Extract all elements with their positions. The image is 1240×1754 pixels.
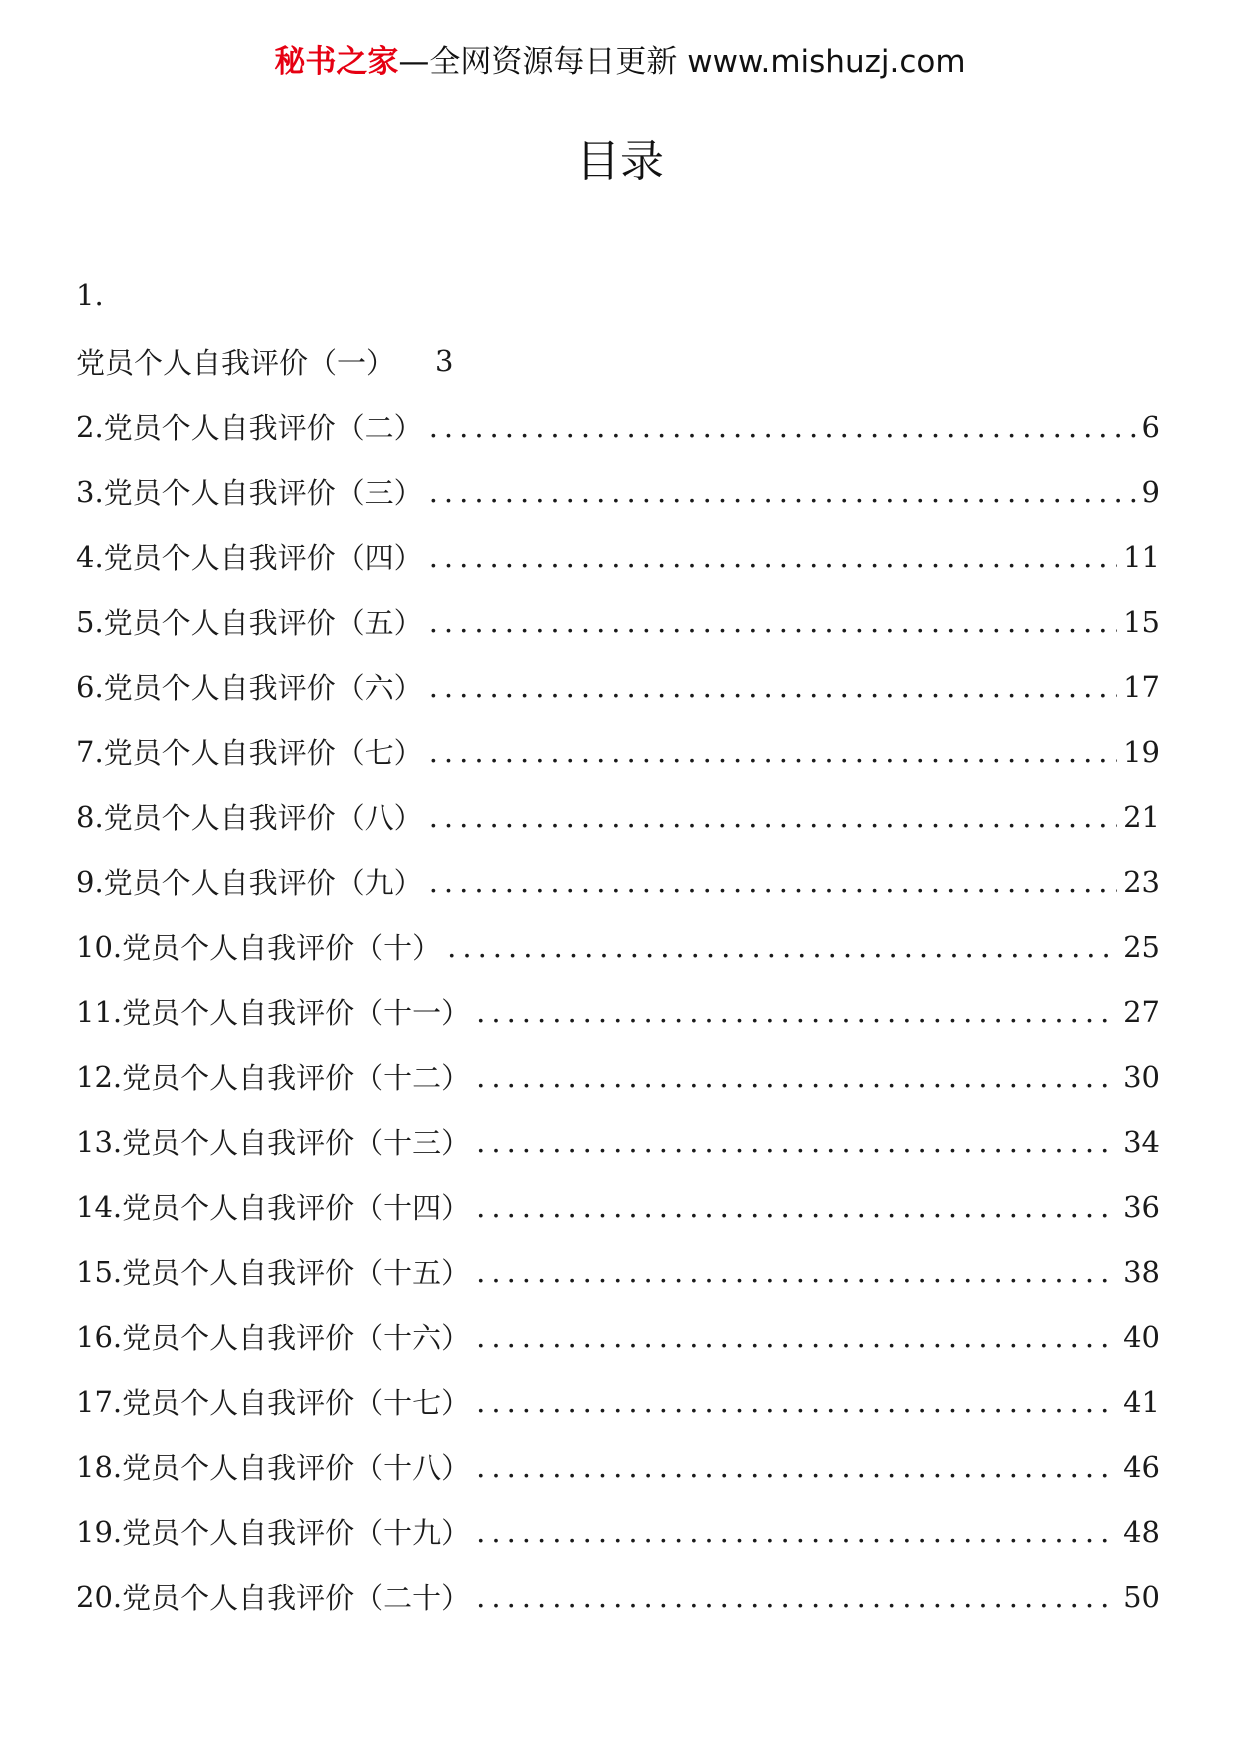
header-tagline: —全网资源每日更新 www.mishuzj.com <box>398 44 966 80</box>
toc-entry-list <box>76 394 1160 1629</box>
toc-entry-page: 50 <box>1123 1579 1160 1614</box>
toc-entry-title: 党员个人自我评价（十四） <box>122 1191 471 1225</box>
dot-leader <box>476 1125 1117 1159</box>
toc-entry-number: 1. <box>76 278 104 312</box>
toc-entry[interactable] <box>76 719 1160 784</box>
toc-entry-page: 34 <box>1123 1124 1160 1159</box>
toc-entry-title: 党员个人自我评价（十） <box>122 931 442 965</box>
toc-entry-title: 党员个人自我评价（五） <box>103 606 423 640</box>
toc-entry-number: 8. <box>76 799 104 834</box>
dot-leader <box>429 410 1136 444</box>
toc-entry-title: 党员个人自我评价（十三） <box>122 1126 471 1160</box>
toc-entry-number: 14. <box>76 1189 123 1224</box>
toc-entry-page: 30 <box>1123 1059 1160 1094</box>
table-of-contents <box>76 262 1160 1629</box>
toc-entry[interactable] <box>76 524 1160 589</box>
toc-entry-number: 6. <box>76 669 104 704</box>
toc-entry-number: 11. <box>76 994 123 1029</box>
dot-leader <box>447 930 1117 964</box>
dot-leader <box>476 1255 1117 1289</box>
toc-entry-number: 3. <box>76 474 104 509</box>
toc-entry[interactable] <box>76 1239 1160 1304</box>
toc-entry-page: 6 <box>1141 409 1160 444</box>
toc-entry-number: 13. <box>76 1124 123 1159</box>
toc-entry-number: 9. <box>76 864 104 899</box>
toc-entry-page: 9 <box>1141 474 1160 509</box>
dot-leader <box>476 995 1117 1029</box>
toc-entry-title: 党员个人自我评价（二） <box>103 411 423 445</box>
toc-entry-page: 19 <box>1123 734 1160 769</box>
toc-entry[interactable] <box>76 1174 1160 1239</box>
toc-entry-page: 27 <box>1123 994 1160 1029</box>
toc-entry-page: 21 <box>1123 799 1160 834</box>
toc-entry-number: 19. <box>76 1514 123 1549</box>
toc-entry[interactable] <box>76 654 1160 719</box>
toc-entry-title: 党员个人自我评价（六） <box>103 671 423 705</box>
toc-entry[interactable] <box>76 394 1160 459</box>
toc-entry[interactable] <box>76 1369 1160 1434</box>
toc-entry[interactable] <box>76 1044 1160 1109</box>
toc-entry-number: 15. <box>76 1254 123 1289</box>
toc-entry[interactable] <box>76 979 1160 1044</box>
toc-entry[interactable] <box>76 849 1160 914</box>
toc-entry[interactable] <box>76 1499 1160 1564</box>
toc-entry-page: 38 <box>1123 1254 1160 1289</box>
dot-leader <box>429 605 1117 639</box>
toc-entry-page: 23 <box>1123 864 1160 899</box>
toc-entry-number: 20. <box>76 1579 123 1614</box>
toc-entry-title: 党员个人自我评价（十七） <box>122 1386 471 1420</box>
toc-entry-number: 5. <box>76 604 104 639</box>
toc-entry-number: 4. <box>76 539 104 574</box>
toc-entry-1-title-line[interactable] <box>76 328 1160 394</box>
toc-entry[interactable] <box>76 589 1160 654</box>
brand-name: 秘书之家 <box>274 44 399 80</box>
toc-entry-page: 40 <box>1123 1319 1160 1354</box>
toc-entry-title: 党员个人自我评价（一） <box>76 345 396 380</box>
toc-entry-page: 11 <box>1123 539 1160 574</box>
toc-entry-title: 党员个人自我评价（十六） <box>122 1321 471 1355</box>
dot-leader <box>429 540 1117 574</box>
toc-entry[interactable] <box>76 784 1160 849</box>
toc-entry-page: 25 <box>1123 929 1160 964</box>
toc-entry-title: 党员个人自我评价（十八） <box>122 1451 471 1485</box>
toc-entry-title: 党员个人自我评价（十九） <box>122 1516 471 1550</box>
toc-entry-title: 党员个人自我评价（十二） <box>122 1061 471 1095</box>
toc-entry[interactable] <box>76 1304 1160 1369</box>
toc-entry[interactable] <box>76 1109 1160 1174</box>
dot-leader <box>476 1580 1117 1614</box>
site-header <box>0 40 1240 84</box>
toc-entry-title: 党员个人自我评价（四） <box>103 541 423 575</box>
toc-entry-title: 党员个人自我评价（二十） <box>122 1581 471 1615</box>
toc-entry[interactable] <box>76 1434 1160 1499</box>
toc-entry-number: 10. <box>76 929 123 964</box>
dot-leader <box>429 800 1117 834</box>
toc-entry[interactable] <box>76 1564 1160 1629</box>
dot-leader <box>429 865 1117 899</box>
toc-entry-title: 党员个人自我评价（九） <box>103 866 423 900</box>
toc-entry-1-number-line[interactable] <box>76 262 1160 328</box>
toc-entry-page: 36 <box>1123 1189 1160 1224</box>
toc-entry-number: 16. <box>76 1319 123 1354</box>
toc-entry-page: 41 <box>1123 1384 1160 1419</box>
dot-leader <box>476 1060 1117 1094</box>
dot-leader <box>476 1450 1117 1484</box>
toc-entry-title: 党员个人自我评价（十一） <box>122 996 471 1030</box>
toc-entry-page: 48 <box>1123 1514 1160 1549</box>
toc-entry-number: 17. <box>76 1384 123 1419</box>
toc-entry-page: 46 <box>1123 1449 1160 1484</box>
dot-leader <box>476 1515 1117 1549</box>
toc-entry-title: 党员个人自我评价（八） <box>103 801 423 835</box>
toc-entry-number: 18. <box>76 1449 123 1484</box>
toc-entry-title: 党员个人自我评价（三） <box>103 476 423 510</box>
dot-leader <box>476 1190 1117 1224</box>
toc-entry-number: 7. <box>76 734 104 769</box>
toc-entry-title: 党员个人自我评价（七） <box>103 736 423 770</box>
toc-entry-page: 17 <box>1123 669 1160 704</box>
dot-leader <box>429 670 1117 704</box>
toc-entry-page: 15 <box>1123 604 1160 639</box>
dot-leader <box>476 1320 1117 1354</box>
toc-entry-number: 2. <box>76 409 104 444</box>
page-title: 目录 <box>576 136 664 187</box>
toc-entry[interactable] <box>76 914 1160 979</box>
dot-leader <box>429 735 1117 769</box>
toc-entry-title: 党员个人自我评价（十五） <box>122 1256 471 1290</box>
toc-entry-number: 12. <box>76 1059 123 1094</box>
toc-entry[interactable] <box>76 459 1160 524</box>
dot-leader <box>429 475 1136 509</box>
toc-entry-page: 3 <box>435 344 454 378</box>
dot-leader <box>476 1385 1117 1419</box>
